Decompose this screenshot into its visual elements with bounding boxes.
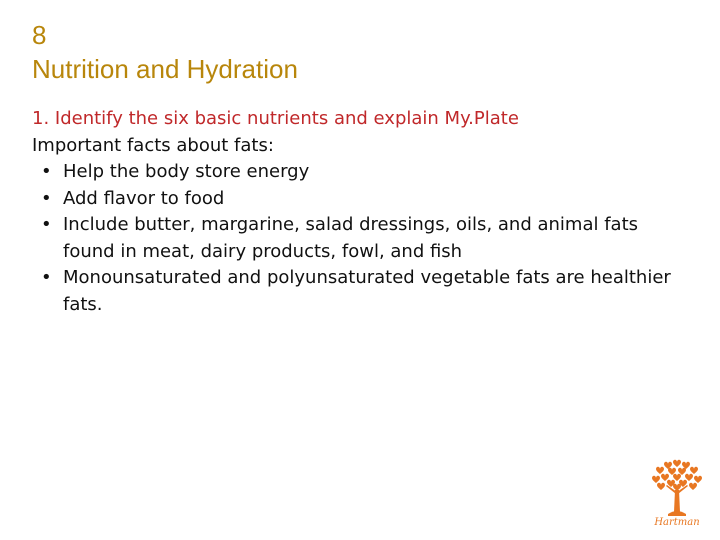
bullet-text: Include butter, margarine, salad dressings, oils, and animal fats found in meat, dairy products, fowl, and fish: [63, 214, 638, 262]
bullet-icon: •: [41, 214, 52, 235]
bullet-list: [32, 159, 692, 318]
slide-title: [32, 18, 692, 86]
intro-text: Important facts about fats:: [32, 134, 274, 156]
slide-content: [32, 106, 692, 318]
bullet-item: [32, 212, 692, 265]
hartman-logo: [646, 456, 708, 532]
logo-text: Hartman: [654, 517, 700, 528]
bullet-icon: •: [41, 161, 52, 182]
chapter-number: 8: [32, 20, 47, 50]
bullet-text: Help the body store energy: [63, 161, 310, 182]
bullet-item: [32, 265, 692, 318]
bullet-item: [32, 159, 692, 186]
bullet-text: Monounsaturated and polyunsaturated vegetable fats are healthier fats.: [63, 267, 671, 315]
bullet-item: [32, 186, 692, 213]
bullet-icon: •: [41, 267, 52, 288]
chapter-title: Nutrition and Hydration: [32, 54, 298, 84]
learning-objective: 1. Identify the six basic nutrients and explain My.Plate: [32, 108, 519, 129]
heart-tree-icon: [646, 456, 708, 518]
bullet-icon: •: [41, 187, 52, 209]
bullet-text: Add flavor to food: [63, 187, 225, 209]
